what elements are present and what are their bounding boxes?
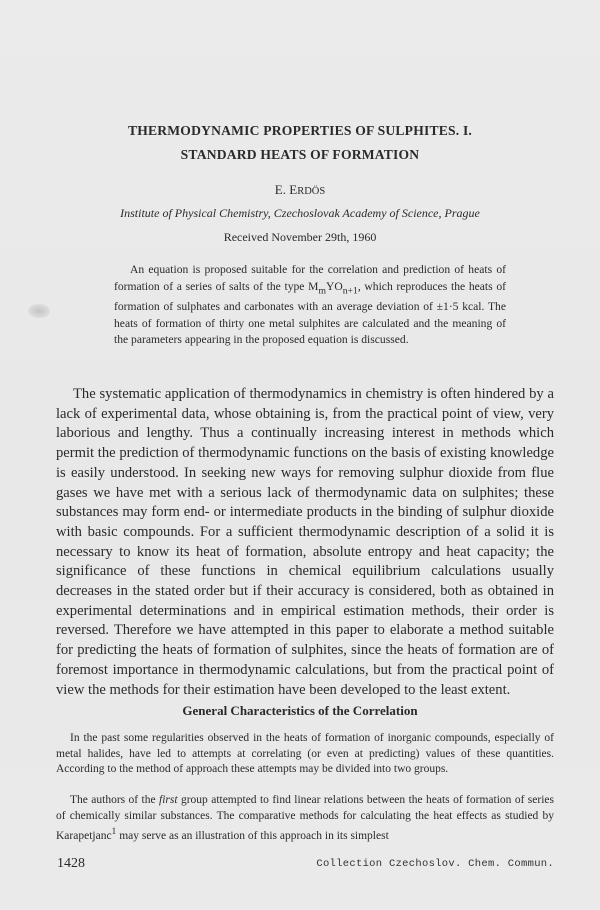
paragraph-text-middle: group attempted to find linear relations between the heats of formation of series of chemically similar substances. The comparative methods for calculating the heat effects as studied by Karapetjanc: [56, 794, 554, 843]
author-surname-smallcaps: RDÖS: [297, 186, 326, 197]
introduction-paragraph: The systematic application of thermodynamics in chemistry is often hindered by a lack of experimental data, whose obtaining is, from the practical point of view, very laborious and lengthy. Thus a continually increasing interest in methods which permit the prediction of thermodynamic functions on the basis of existing knowledge is easily understood. In seeking new ways for removing sulphur dioxide from flue gases we have met with a serious lack of thermodynamic data on sulphites; these substances may form end- or intermediate products in the binding of sulphur dioxide with basic compounds. For a sufficient thermodynamic description of a solid it is necessary to know its heat of formation, absolute entropy and heat capacity; the significance of these functions in chemical equilibrium calculations usually decreases in the stated order but if their accuracy is considered, both as obtained in experimental determinations and in empirical estimation methods, their order is reversed. Therefore we have attempted in this paper to elaborate a method suitable for predicting the heats of formation of sulphites, since the heats of formation are of foremost importance in thermodynamic calculations, but from the practical point of view the methods for their estimation have been developed to the least extent.: [56, 386, 554, 698]
formula-metal-subscript: m: [318, 284, 326, 296]
author-name: [0, 182, 600, 198]
reference-marker[interactable]: 1: [111, 826, 117, 838]
section-paragraph-1: In the past some regularities observed in the heats of formation of inorganic compounds, especially of metal halides, have led to attempts at correlating (or even at predicting) values of these quantities. According to the method of approach these attempts may be divided into two groups.: [56, 732, 554, 776]
author-initial: E. E: [274, 182, 298, 197]
section-heading: General Characteristics of the Correlation: [182, 703, 418, 718]
abstract: [114, 262, 506, 349]
formula-anion: YO: [325, 279, 343, 293]
paper-title-line-2: STANDARD HEATS OF FORMATION: [180, 147, 420, 162]
author-affiliation: Institute of Physical Chemistry, Czechoslovak Academy of Science, Prague: [120, 206, 480, 220]
page-number: 1428: [57, 856, 85, 871]
section-paragraph-2: [56, 793, 554, 845]
formula-oxygen-subscript: n+1: [342, 284, 358, 296]
abstract-text-part-2: , which reproduces the heats of formation of sulphates and carbonates with an average deviation of ±1·5 kcal. The heats of formation of thirty one metal sulphites are calculated and the meaning of the parameters appearing in the proposed equation is discussed.: [114, 279, 506, 347]
received-date: Received November 29th, 1960: [223, 230, 377, 244]
paragraph-emphasis: first: [159, 794, 178, 806]
salt-formula: [308, 279, 358, 296]
abstract-text-part-1: An equation is proposed suitable for the correlation and prediction of heats of formation of a series of salts of the type: [114, 263, 506, 293]
journal-name: Collection Czechoslov. Chem. Commun.: [316, 858, 554, 870]
paper-title-line-1: THERMODYNAMIC PROPERTIES OF SULPHITES. I.: [127, 123, 473, 138]
paragraph-text-start: The authors of the: [70, 794, 160, 806]
scan-smudge: [28, 304, 50, 318]
formula-metal: M: [308, 279, 319, 293]
paragraph-text-end: may serve as an illustration of this approach in its simplest: [116, 830, 389, 843]
